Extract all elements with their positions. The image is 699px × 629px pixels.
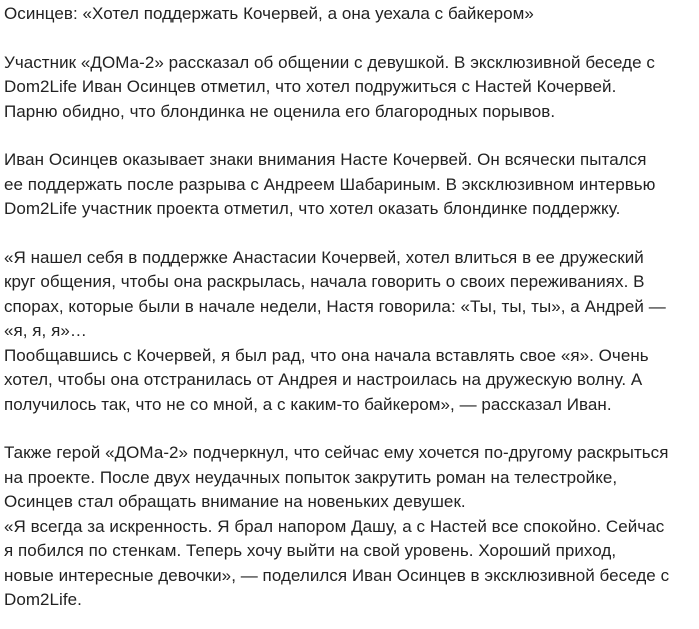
paragraph-line: Парню обидно, что блондинка не оценила его благородных порывов.: [4, 101, 556, 121]
paragraph-line: Участник «ДОМа-2» рассказал об общении с девушкой. В эксклюзивной беседе с: [4, 52, 655, 72]
paragraph-line: хотел, чтобы она отстранилась от Андрея и настроилась на дружескую волну. А: [4, 370, 643, 389]
paragraph-line: Осинцев стал обращать внимание на новеньких девушек.: [4, 492, 466, 511]
article: [4, 0, 694, 613]
paragraph-line: «Я нашел себя в поддержке Анастасии Кочервей, хотел влиться в ее дружеский: [4, 247, 644, 267]
paragraph-line: я побился по стенкам. Теперь хочу выйти на свой уровень. Хороший приход,: [4, 541, 617, 560]
paragraph-line: Dom2Life Иван Осинцев отметил, что хотел подружиться с Настей Кочервей.: [4, 77, 617, 96]
paragraph-intro: [4, 51, 694, 125]
paragraph-quote-2: [4, 441, 694, 613]
paragraph-context: [4, 148, 694, 222]
paragraph-quote-1: [4, 246, 694, 418]
paragraph-line: на проекте. После двух неудачных попыток закрутить роман на телестройке,: [4, 467, 618, 487]
paragraph-line: Dom2Life.: [4, 590, 82, 609]
paragraph-line: Иван Осинцев оказывает знаки внимания Насте Кочервей. Он всячески пытался: [4, 150, 647, 169]
article-title: Осинцев: «Хотел поддержать Кочервей, а она уехала с байкером»: [4, 4, 534, 23]
paragraph-line: ее поддержать после разрыва с Андреем Шабариным. В эксклюзивном интервью: [4, 174, 656, 194]
paragraph-line: «я, я, я»…: [4, 321, 87, 340]
paragraph-line: новые интересные девочки», — поделился Иван Осинцев в эксклюзивной беседе с: [4, 565, 670, 585]
paragraph-line: Также герой «ДОМа-2» подчеркнул, что сейчас ему хочется по-другому раскрыться: [4, 443, 669, 462]
paragraph-line: получилось так, что не со мной, а с каким-то байкером», — рассказал Иван.: [4, 394, 612, 414]
paragraph-line: спорах, которые были в начале недели, Настя говорила: «Ты, ты, ты», а Андрей —: [4, 296, 666, 316]
paragraph-line: «Я всегда за искренность. Я брал напором Дашу, а с Настей все спокойно. Сейчас: [4, 516, 665, 536]
paragraph-line: круг общения, чтобы она раскрылась, начала говорить о своих переживаниях. В: [4, 272, 645, 291]
paragraph-line: Пообщавшись с Кочервей, я был рад, что она начала вставлять свое «я». Очень: [4, 345, 649, 365]
paragraph-line: Dom2Life участник проекта отметил, что хотел оказать блондинке поддержку.: [4, 199, 621, 218]
